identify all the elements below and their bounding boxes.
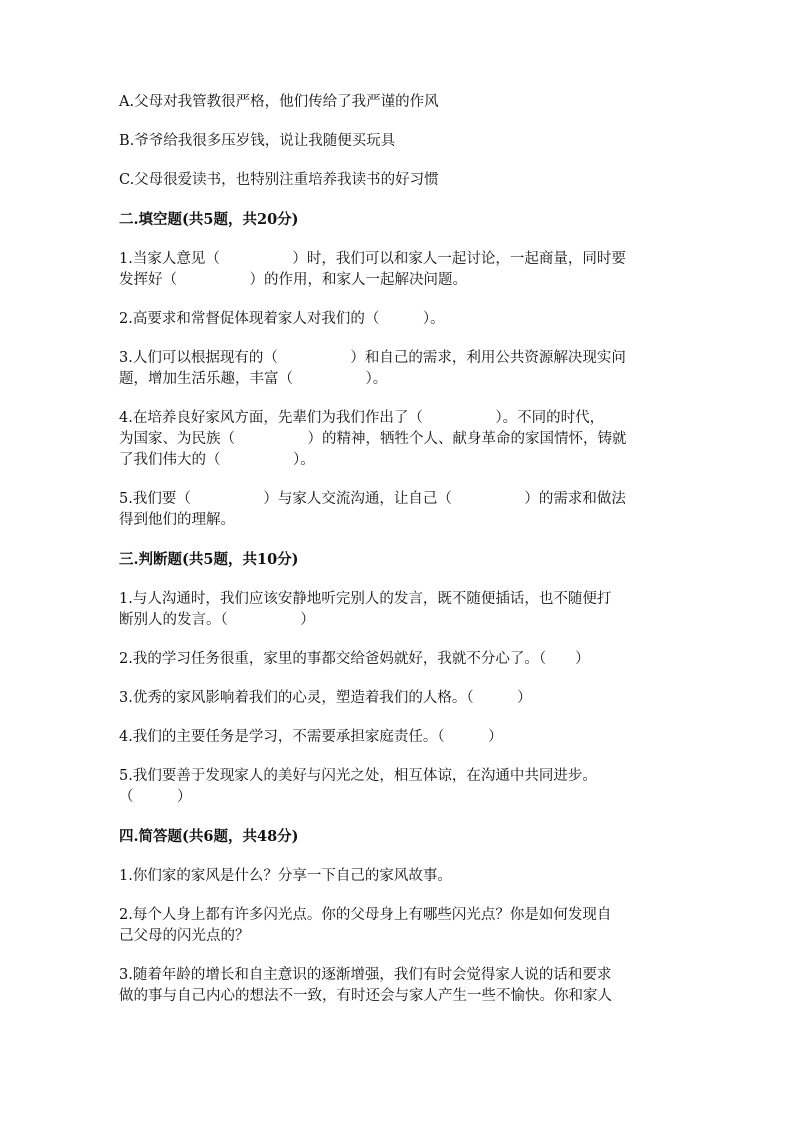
question-line: 断别人的发言。（ ） <box>119 612 315 628</box>
short-answer-question-3 <box>119 965 679 1007</box>
question-line: 了我们伟大的（ ）。 <box>119 452 315 468</box>
question-line: 3.优秀的家风影响着我们的心灵，塑造着我们的人格。（ ） <box>119 690 532 706</box>
question-line: 5.我们要（ ）与家人交流沟通，让自己（ ）的需求和做法 <box>119 491 626 507</box>
true-false-question-5 <box>119 766 679 808</box>
true-false-question-4 <box>119 727 679 748</box>
question-line: 3.人们可以根据现有的（ ）和自己的需求，利用公共资源解决现实问 <box>119 350 626 366</box>
short-answer-question-1 <box>119 866 679 887</box>
question-line: 2.高要求和常督促体现着家人对我们的（ ）。 <box>119 311 445 327</box>
exam-page <box>119 92 679 1025</box>
fill-blank-question-1 <box>119 249 679 291</box>
question-line: 1.当家人意见（ ）时，我们可以和家人一起讨论，一起商量，同时要 <box>119 251 626 267</box>
question-line: 4.我们的主要任务是学习，不需要承担家庭责任。（ ） <box>119 729 503 745</box>
question-line: 5.我们要善于发现家人的美好与闪光之处，相互体谅，在沟通中共同进步。 <box>119 768 597 784</box>
question-line: 发挥好（ ）的作用，和家人一起解决问题。 <box>119 272 467 288</box>
question-line: 为国家、为民族（ ）的精神，牺牲个人、献身革命的家国情怀，铸就 <box>119 431 627 447</box>
question-line: 1.与人沟通时，我们应该安静地听完别人的发言，既不随便插话，也不随便打 <box>119 591 612 607</box>
option-c: C.父母很爱读书，也特别注重培养我读书的好习惯 <box>119 172 439 188</box>
fill-blank-question-2 <box>119 309 679 330</box>
section-title-short-answer: 四.简答题(共6题，共48分) <box>119 828 299 845</box>
question-line: 4.在培养良好家风方面，先辈们为我们作出了（ ）。不同的时代， <box>119 410 605 426</box>
true-false-question-1 <box>119 589 679 631</box>
fill-blank-question-5 <box>119 489 679 531</box>
short-answer-question-2 <box>119 905 679 947</box>
true-false-question-2 <box>119 649 679 670</box>
question-line: 做的事与自己内心的想法不一致，有时还会与家人产生一些不愉快。你和家人 <box>119 988 612 1004</box>
section-title-fill-blank: 二.填空题(共5题，共20分) <box>119 211 299 228</box>
question-line: 3.随着年龄的增长和自主意识的逐渐增强，我们有时会觉得家人说的话和要求 <box>119 967 612 983</box>
fill-blank-question-3 <box>119 348 679 390</box>
true-false-question-3 <box>119 688 679 709</box>
question-line: （ ） <box>119 789 192 805</box>
question-line: 2.每个人身上都有许多闪光点。你的父母身上有哪些闪光点？你是如何发现自 <box>119 907 612 923</box>
option-a: A.父母对我管教很严格，他们传给了我严谨的作风 <box>119 94 439 110</box>
question-line: 2.我的学习任务很重，家里的事都交给爸妈就好，我就不分心了。（ ） <box>119 651 590 667</box>
question-line: 题，增加生活乐趣，丰富（ ）。 <box>119 371 388 387</box>
fill-blank-question-4 <box>119 408 679 471</box>
question-line: 得到他们的理解。 <box>119 512 235 528</box>
option-b: B.爷爷给我很多压岁钱，说让我随便买玩具 <box>119 133 396 149</box>
question-line: 己父母的闪光点的？ <box>119 928 250 944</box>
section-title-true-false: 三.判断题(共5题，共10分) <box>119 551 299 568</box>
question-line: 1.你们家的家风是什么？分享一下自己的家风故事。 <box>119 868 452 884</box>
